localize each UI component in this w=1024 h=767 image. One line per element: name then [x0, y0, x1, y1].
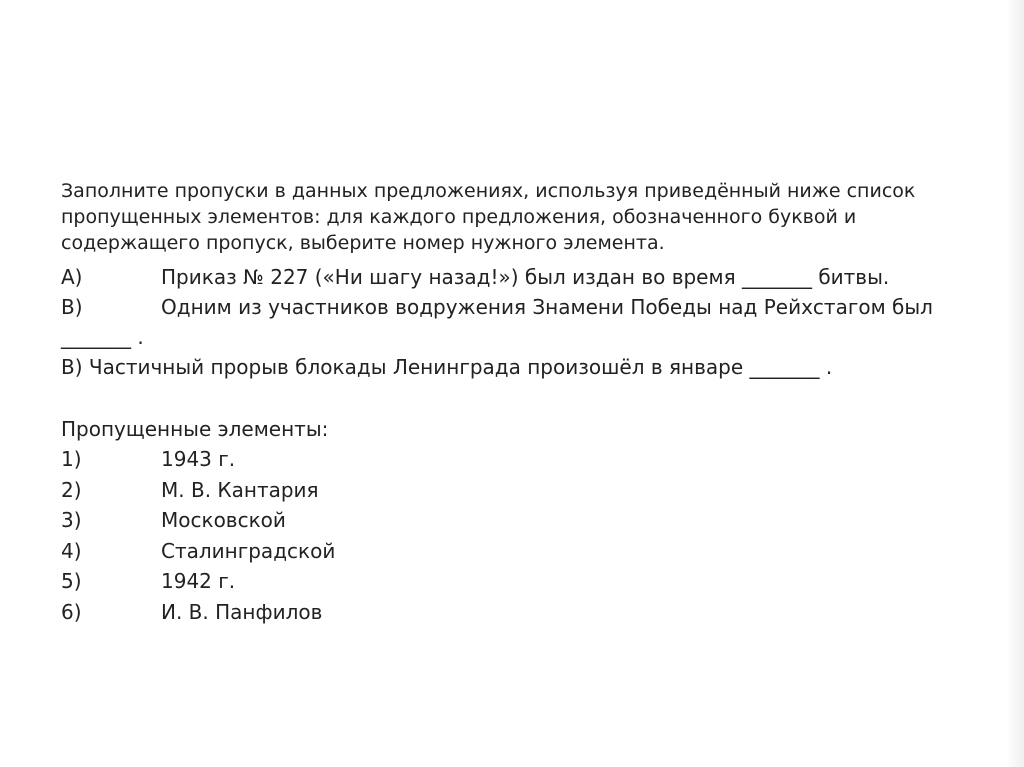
- sentence-b: [61, 292, 961, 322]
- options-title: Пропущенные элементы:: [61, 417, 329, 441]
- sentence-marker: А): [61, 265, 83, 289]
- option-number: 3): [61, 508, 82, 532]
- option-number: 2): [61, 477, 82, 502]
- option-number: 4): [61, 538, 82, 563]
- option-item: [61, 505, 961, 536]
- slide-content: [61, 178, 961, 627]
- option-item: [61, 566, 961, 597]
- option-text: М. В. Кантария: [161, 477, 319, 502]
- option-number: 5): [61, 569, 82, 593]
- option-number: 1): [61, 447, 82, 471]
- sentence-text: Одним из участников водружения Знамени Победы над Рейхстагом был: [161, 295, 933, 319]
- option-text: 1942 г.: [161, 569, 236, 593]
- sentence-a: [61, 262, 961, 292]
- sentence-v: В) Частичный прорыв блокады Ленинграда произошёл в январе _______ .: [61, 355, 833, 379]
- sentence-b-continuation: _______ .: [61, 325, 144, 349]
- option-number: 6): [61, 599, 82, 624]
- option-item: [61, 475, 961, 506]
- task-instruction: Заполните пропуски в данных предложениях, используя приведённый ниже список пропущенных элементов: для каждого предложения, обозначенного буквой и содержащего пропуск, выберите номер нужного элемента.: [61, 180, 916, 254]
- option-text: И. В. Панфилов: [161, 599, 323, 624]
- sentence-marker: B): [61, 295, 83, 319]
- slide-edge-shadow: [1006, 0, 1024, 767]
- option-text: 1943 г.: [161, 447, 236, 471]
- option-item: [61, 444, 961, 475]
- option-text: Сталинградской: [161, 538, 336, 563]
- option-text: Московской: [161, 508, 286, 532]
- option-item: [61, 536, 961, 567]
- option-item: [61, 597, 961, 628]
- sentence-text: Приказ № 227 («Ни шагу назад!») был издан во время _______ битвы.: [161, 265, 890, 289]
